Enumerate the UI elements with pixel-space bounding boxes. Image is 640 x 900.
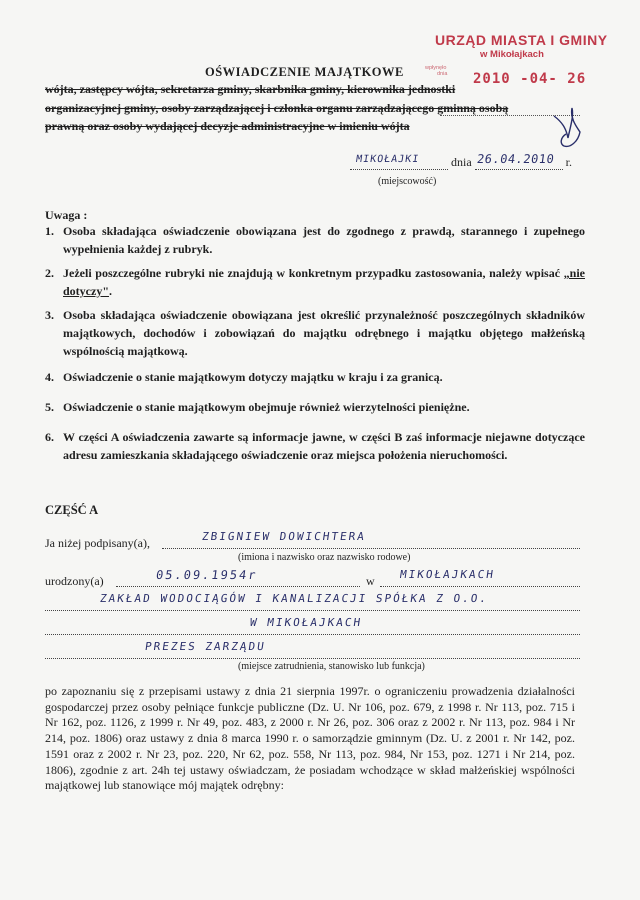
note-text: Oświadczenie o stanie majątkowym dotyczy majątku w kraju i za granicą.	[63, 370, 443, 384]
employment-line-3	[45, 640, 580, 659]
note-text: Osoba składająca oświadczenie obowiązana jest określić przynależność poszczególnych składników majątkowych, dochodów i zobowiązań do majątku odrębnego i majątku objętego małżeńską wspólnością majątkową.	[63, 308, 585, 358]
date-field	[475, 152, 563, 170]
note-text: Jeżeli poszczególne rubryki nie znajdują w konkretnym przypadku zastosowania, należy wpisać „nie dotyczy".	[63, 266, 585, 298]
date-suffix: r.	[565, 155, 573, 169]
stamp-label-received: wpłynęło	[425, 65, 447, 71]
section-a-heading: CZĘŚĆ A	[45, 503, 99, 517]
stamp-label-day: dnia	[437, 71, 448, 77]
note-number: 4.	[45, 370, 54, 384]
name-field	[162, 530, 580, 549]
not-applicable-phrase: „nie dotyczy"	[63, 266, 585, 298]
place-value: MIKOŁAJKI	[355, 154, 420, 165]
note-heading: Uwaga :	[45, 208, 88, 222]
employment-value-3: PREZES ZARZĄDU	[144, 640, 267, 653]
note-number: 1.	[45, 224, 54, 238]
birth-place-value: MIKOŁAJKACH	[399, 568, 496, 581]
employment-value-2: W MIKOŁAJKACH	[249, 616, 364, 629]
signed-label: Ja niżej podpisany(a),	[45, 536, 150, 550]
name-caption: (imiona i nazwisko oraz nazwisko rodowe)	[238, 552, 411, 563]
employment-value-1: ZAKŁAD WODOCIĄGÓW I KANALIZACJI SPÓŁKA Z O.O.	[99, 592, 489, 605]
birth-place-field	[380, 568, 580, 587]
employment-line-2	[45, 616, 580, 635]
day-label: dnia	[451, 155, 472, 169]
employment-line-1	[45, 592, 580, 611]
born-label: urodzony(a)	[45, 574, 104, 588]
struck-line-1: wójta, zastępcy wójta, sekretarza gminy, skarbnika gminy, kierownika jednostki	[45, 82, 456, 96]
legal-paragraph: po zapoznaniu się z przepisami ustawy z dnia 21 sierpnia 1997r. o ograniczeniu prowadzenia działalności gospodarczej przez osoby pełniące funkcje publiczne (Dz. U. Nr 106, poz. 679, z 1998 r. Nr 113, poz. 715 i Nr 162, poz. 1126, z 1999 r. Nr 49, poz. 483, z 2000 r. Nr 26, poz. 306 oraz z 2002 r. Nr 113, poz. 984 i Nr 214, poz. 1806) oraz ustawy z dnia 8 marca 1990 r. o samorządzie gminnym (Dz. U. z 2001 r. Nr 142, poz. 1591 oraz z 2002 r. Nr 23, poz. 220, Nr 62, poz. 558, Nr 113, poz. 984, Nr 153, poz. 1271 i Nr 214, poz. 1806), zgodnie z art. 24h tej ustawy oświadczam, że posiadam wchodzące w skład małżeńskiej wspólności majątkowej lub stanowiące mój majątek odrębny:	[45, 684, 575, 793]
employment-caption: (miejsce zatrudnienia, stanowisko lub funkcja)	[238, 661, 425, 672]
in-label: w	[366, 574, 375, 588]
birth-date-field	[116, 568, 360, 587]
stamp-small-labels	[425, 65, 447, 77]
stamp-office-name: URZĄD MIASTA I GMINY	[435, 32, 608, 48]
note-number: 2.	[45, 266, 54, 280]
place-field	[350, 154, 448, 170]
birth-date-value: 05.09.1954r	[155, 568, 259, 582]
place-date-line	[350, 152, 580, 170]
stamp-date: 2010 -04- 26	[473, 71, 587, 87]
struck-line-2: organizacyjnej gminy, osoby zarządzającej i członka organu zarządzającego gminną osobą	[45, 101, 509, 115]
struck-line-3: prawną oraz osoby wydającej decyzje administracyjne w imieniu wójta	[45, 119, 410, 133]
name-value: ZBIGNIEW DOWICHTERA	[201, 530, 367, 543]
note-text: W części A oświadczenia zawarte są informacje jawne, w części B zaś informacje niejawne dotyczące adresu zamieszkania składającego oświadczenie oraz miejsca położenia nieruchomości.	[63, 430, 585, 462]
note-number: 6.	[45, 430, 54, 444]
document-title: OŚWIADCZENIE MAJĄTKOWE	[205, 65, 404, 79]
note-text: Osoba składająca oświadczenie obowiązana jest do zgodnego z prawdą, starannego i zupełnego wypełnienia każdej z rubryk.	[63, 224, 585, 256]
note-text: Oświadczenie o stanie majątkowym obejmuje również wierzytelności pieniężne.	[63, 400, 470, 414]
stamp-town: w Mikołajkach	[480, 49, 544, 60]
note-number: 5.	[45, 400, 54, 414]
place-caption: (miejscowość)	[378, 176, 437, 187]
note-number: 3.	[45, 308, 54, 322]
date-value: 26.04.2010	[475, 152, 555, 166]
